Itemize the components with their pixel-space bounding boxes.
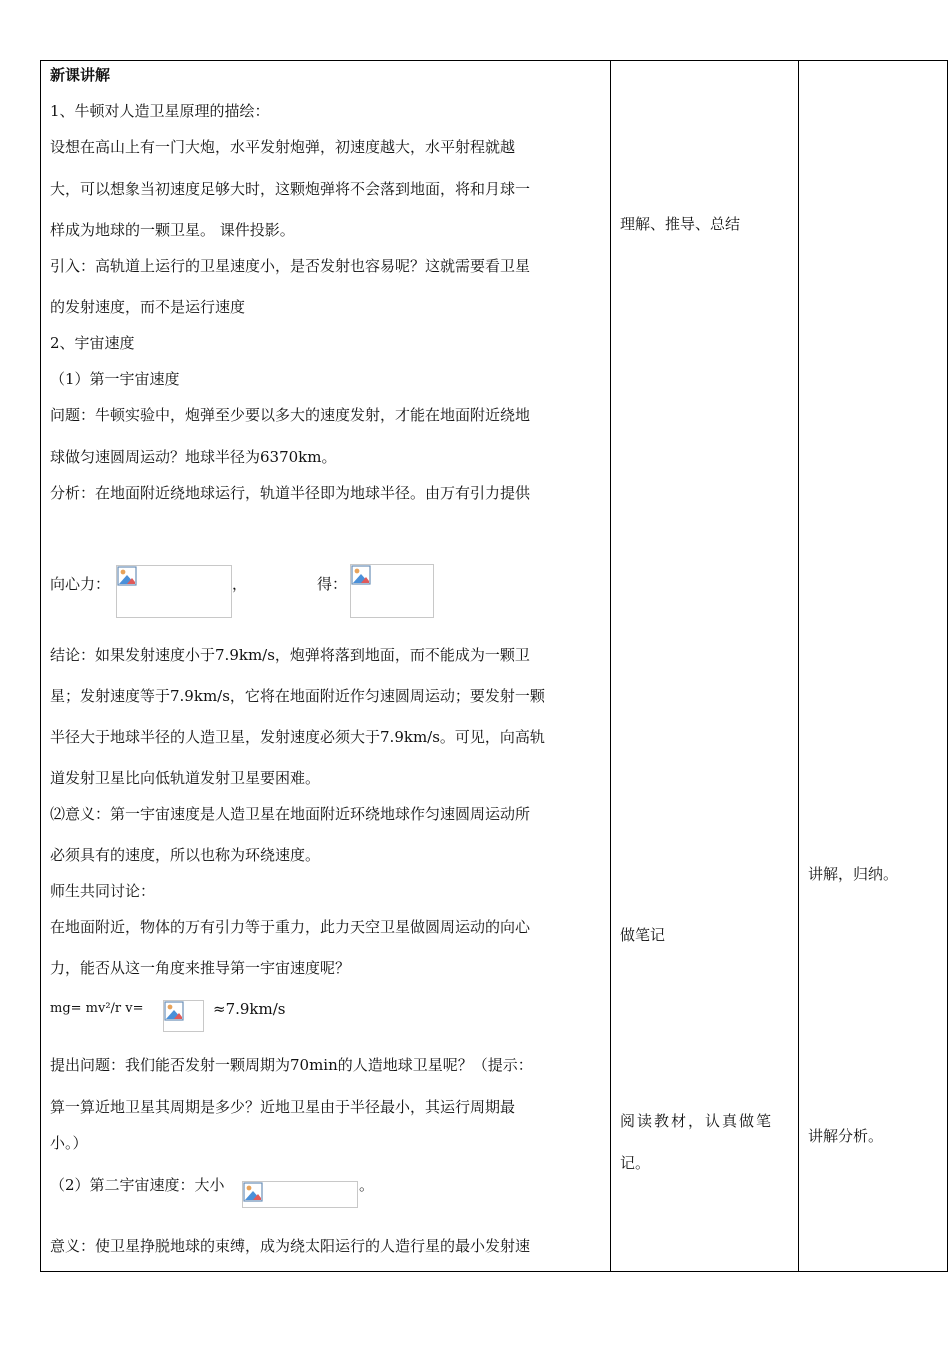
- lesson-content-column: [41, 61, 611, 1271]
- content-line: 力，能否从这一角度来推导第一宇宙速度呢？: [50, 959, 351, 977]
- broken-image-icon: [164, 1001, 184, 1021]
- formula-image-result: [350, 564, 434, 618]
- teacher-activity-text: 讲解分析。: [808, 1127, 884, 1145]
- content-line: 新课讲解: [50, 66, 111, 84]
- content-line: 意义：使卫星挣脱地球的束缚，成为绕太阳运行的人造行星的最小发射速: [50, 1237, 531, 1255]
- formula-image-sqrt: [163, 1000, 204, 1032]
- content-line: （2）第二宇宙速度：大小: [50, 1176, 225, 1194]
- lesson-table: [40, 60, 948, 1272]
- content-line: 算一算近地卫星其周期是多少？近地卫星由于半径最小，其运行周期最: [50, 1098, 516, 1116]
- content-line: 分析：在地面附近绕地球运行，轨道半径即为地球半径。由万有引力提供: [50, 484, 531, 502]
- formula-text: mg= mv²/r v=: [50, 1001, 144, 1016]
- content-line: 1、牛顿对人造卫星原理的描绘：: [50, 102, 270, 120]
- content-line: 的发射速度，而不是运行速度: [50, 298, 246, 316]
- content-line: 提出问题：我们能否发射一颗周期为70min的人造地球卫星呢？（提示：: [50, 1056, 533, 1074]
- content-line: 结论：如果发射速度小于7.9km/s，炮弹将落到地面，而不能成为一颗卫: [50, 646, 530, 664]
- content-line: 设想在高山上有一门大炮，水平发射炮弹，初速度越大，水平射程就越: [50, 138, 516, 156]
- content-line: 问题：牛顿实验中，炮弹至少要以多大的速度发射，才能在地面附近绕地: [50, 406, 531, 424]
- content-line: 半径大于地球半径的人造卫星，发射速度必须大于7.9km/s。可见，向高轨: [50, 728, 545, 746]
- broken-image-icon: [351, 565, 371, 585]
- formula-image-second-velocity: [242, 1181, 358, 1208]
- period-mark: 。: [359, 1176, 375, 1194]
- content-line: 星；发射速度等于7.9km/s，它将在地面附近作匀速圆周运动；要发射一颗: [50, 687, 545, 705]
- content-line: 样成为地球的一颗卫星。 课件投影。: [50, 221, 295, 239]
- content-line: （1）第一宇宙速度: [50, 370, 180, 388]
- student-activity-text: 阅读教材，认真做笔: [620, 1112, 774, 1130]
- student-activity-text: 记。: [620, 1154, 651, 1172]
- student-activity-text: 做笔记: [620, 926, 666, 944]
- content-line: 2、宇宙速度: [50, 334, 135, 352]
- content-line: 在地面附近，物体的万有引力等于重力，此力天空卫星做圆周运动的向心: [50, 918, 531, 936]
- content-line: 小。）: [50, 1134, 88, 1152]
- content-line: 道发射卫星比向低轨道发射卫星要困难。: [50, 769, 321, 787]
- teacher-activity-text: 讲解，归纳。: [808, 865, 899, 883]
- content-line: ⑵意义：第一宇宙速度是人造卫星在地面附近环绕地球作匀速圆周运动所: [50, 805, 531, 823]
- content-line: 师生共同讨论：: [50, 882, 156, 900]
- content-line: 必须具有的速度，所以也称为环绕速度。: [50, 846, 321, 864]
- formula-result: ≈7.9km/s: [213, 1000, 286, 1018]
- result-label: 得：: [317, 575, 348, 593]
- content-line: 大，可以想象当初速度足够大时，这颗炮弹将不会落到地面，将和月球一: [50, 180, 531, 198]
- content-line: 球做匀速圆周运动？地球半径为6370km。: [50, 448, 337, 466]
- broken-image-icon: [117, 566, 137, 586]
- centripetal-label: 向心力：: [50, 575, 111, 593]
- comma: ，: [232, 575, 248, 593]
- formula-image-gravity: [116, 565, 232, 618]
- column-divider-1: [610, 61, 611, 1271]
- content-line: 引入：高轨道上运行的卫星速度小，是否发射也容易呢？这就需要看卫星: [50, 257, 531, 275]
- column-divider-2: [798, 61, 799, 1271]
- broken-image-icon: [243, 1182, 263, 1202]
- student-activity-text: 理解、推导、总结: [620, 215, 741, 233]
